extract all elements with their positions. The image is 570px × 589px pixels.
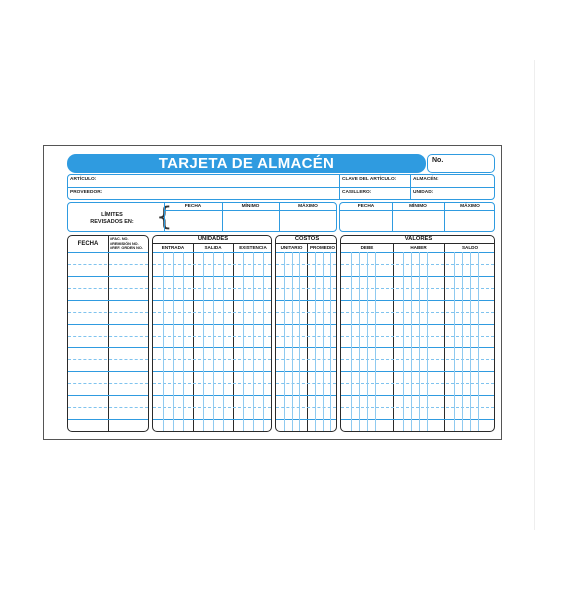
- row-rule: [341, 288, 494, 289]
- number-label: No.: [432, 157, 444, 164]
- haber-header: HABER: [410, 245, 427, 250]
- sub-column-rule: [299, 252, 300, 431]
- sub-column-rule: [367, 252, 368, 431]
- row-rule: [341, 419, 494, 420]
- costos-header: COSTOS: [294, 236, 320, 242]
- row-rule: [68, 324, 148, 325]
- row-rule: [341, 395, 494, 396]
- sub-column-rule: [375, 252, 376, 431]
- row-rule: [341, 264, 494, 265]
- ref-header: [110, 237, 143, 251]
- proveedor-field[interactable]: PROVEEDOR:: [70, 190, 103, 195]
- almacen-field[interactable]: ALMACÉN:: [413, 177, 439, 182]
- row-rule: [276, 276, 336, 277]
- limits-right-maximo-header: MÁXIMO: [460, 204, 480, 209]
- sub-column-rule: [203, 252, 204, 431]
- row-rule: [276, 324, 336, 325]
- brace-icon: {: [156, 202, 173, 232]
- clave-field[interactable]: CLAVE DEL ARTÍCULO:: [342, 177, 397, 182]
- row-rule: [68, 252, 148, 253]
- limits-fecha-header: FECHA: [184, 204, 202, 209]
- limits-maximo-header: MÁXIMO: [298, 204, 318, 209]
- row-rule: [276, 288, 336, 289]
- limits-box-left: [67, 202, 337, 232]
- row-rule: [276, 264, 336, 265]
- sub-column-rule: [462, 252, 463, 431]
- valores-header: VALORES: [404, 236, 433, 242]
- sub-column-rule: [478, 252, 479, 431]
- row-rule: [276, 383, 336, 384]
- row-rule: [276, 336, 336, 337]
- unidad-field[interactable]: UNIDAD:: [413, 190, 434, 195]
- limits-right-minimo-header: MÍNIMO: [409, 204, 427, 209]
- row-rule: [341, 276, 494, 277]
- sub-column-rule: [292, 252, 293, 431]
- sub-column-rule: [315, 252, 316, 431]
- casillero-field[interactable]: CASILLERO:: [342, 190, 372, 195]
- row-rule: [341, 312, 494, 313]
- row-rule: [68, 419, 148, 420]
- sub-column-rule: [427, 252, 428, 431]
- article-info-box: [67, 174, 495, 200]
- row-rule: [68, 395, 148, 396]
- limits-label-line1: LÍMITES: [101, 212, 123, 218]
- form-title: TARJETA DE ALMACÉN: [67, 154, 426, 173]
- sub-column-rule: [263, 252, 264, 431]
- number-field[interactable]: [427, 154, 495, 173]
- entrada-header: ENTRADA: [161, 245, 185, 250]
- sub-column-rule: [359, 252, 360, 431]
- fecha-ref-rows[interactable]: [68, 252, 148, 431]
- row-rule: [68, 288, 148, 289]
- saldo-header: SALDO: [461, 245, 479, 250]
- sub-column-rule: [253, 252, 254, 431]
- sub-column-rule: [243, 252, 244, 431]
- unidades-header: UNIDADES: [197, 236, 229, 242]
- row-rule: [276, 395, 336, 396]
- sub-column-rule: [419, 252, 420, 431]
- limits-box-right: [339, 202, 495, 232]
- row-rule: [341, 359, 494, 360]
- promedio-header: PROMEDIO: [309, 245, 335, 250]
- row-rule: [276, 359, 336, 360]
- sub-column-rule: [213, 252, 214, 431]
- row-rule: [68, 371, 148, 372]
- row-rule: [341, 371, 494, 372]
- sub-column-rule: [470, 252, 471, 431]
- limits-label: [68, 212, 156, 226]
- row-rule: [68, 276, 148, 277]
- sub-column-rule: [223, 252, 224, 431]
- sub-column-rule: [403, 252, 404, 431]
- warehouse-card-form: [43, 145, 502, 440]
- sub-column-rule: [454, 252, 455, 431]
- row-rule: [341, 383, 494, 384]
- sub-column-rule: [183, 252, 184, 431]
- row-rule: [68, 359, 148, 360]
- limits-right-fecha-header: FECHA: [357, 204, 375, 209]
- table-fecha-ref: [67, 235, 149, 432]
- row-rule: [68, 336, 148, 337]
- sub-column-rule: [351, 252, 352, 431]
- row-rule: [276, 300, 336, 301]
- unidades-rows[interactable]: [153, 252, 271, 431]
- fecha-header: FECHA: [77, 241, 99, 247]
- articulo-field[interactable]: ARTÍCULO:: [70, 177, 97, 182]
- debe-header: DEBE: [360, 245, 374, 250]
- sub-column-rule: [411, 252, 412, 431]
- sub-column-rule: [323, 252, 324, 431]
- row-rule: [341, 347, 494, 348]
- sub-column-rule: [330, 252, 331, 431]
- costos-rows[interactable]: [276, 252, 336, 431]
- row-rule: [341, 300, 494, 301]
- row-rule: [68, 407, 148, 408]
- table-unidades: [152, 235, 272, 432]
- limits-label-line2: REVISADOS EN:: [90, 219, 134, 225]
- row-rule: [341, 407, 494, 408]
- ref-line-fac: #FAC. NO.: [110, 237, 129, 241]
- salida-header: SALIDA: [204, 245, 222, 250]
- valores-rows[interactable]: [341, 252, 494, 431]
- row-rule: [276, 347, 336, 348]
- ref-line-remision: #REMISIÓN NO.: [110, 241, 139, 246]
- row-rule: [341, 336, 494, 337]
- page-edge: [534, 60, 535, 530]
- row-rule: [276, 252, 336, 253]
- row-rule: [68, 347, 148, 348]
- sub-column-rule: [163, 252, 164, 431]
- table-valores: [340, 235, 495, 432]
- sub-column-rule: [284, 252, 285, 431]
- row-rule: [341, 252, 494, 253]
- limits-minimo-header: MÍNIMO: [241, 204, 260, 209]
- row-rule: [276, 419, 336, 420]
- sub-column-rule: [173, 252, 174, 431]
- table-costos: [275, 235, 337, 432]
- existencia-header: EXISTENCIA: [239, 245, 267, 250]
- row-rule: [276, 407, 336, 408]
- ref-line-orden: #REF. ORDEN NO.: [110, 246, 143, 250]
- row-rule: [68, 300, 148, 301]
- row-rule: [68, 312, 148, 313]
- row-rule: [341, 324, 494, 325]
- row-rule: [68, 264, 148, 265]
- row-rule: [276, 371, 336, 372]
- row-rule: [68, 383, 148, 384]
- unitario-header: UNITARIO: [280, 245, 303, 250]
- row-rule: [276, 312, 336, 313]
